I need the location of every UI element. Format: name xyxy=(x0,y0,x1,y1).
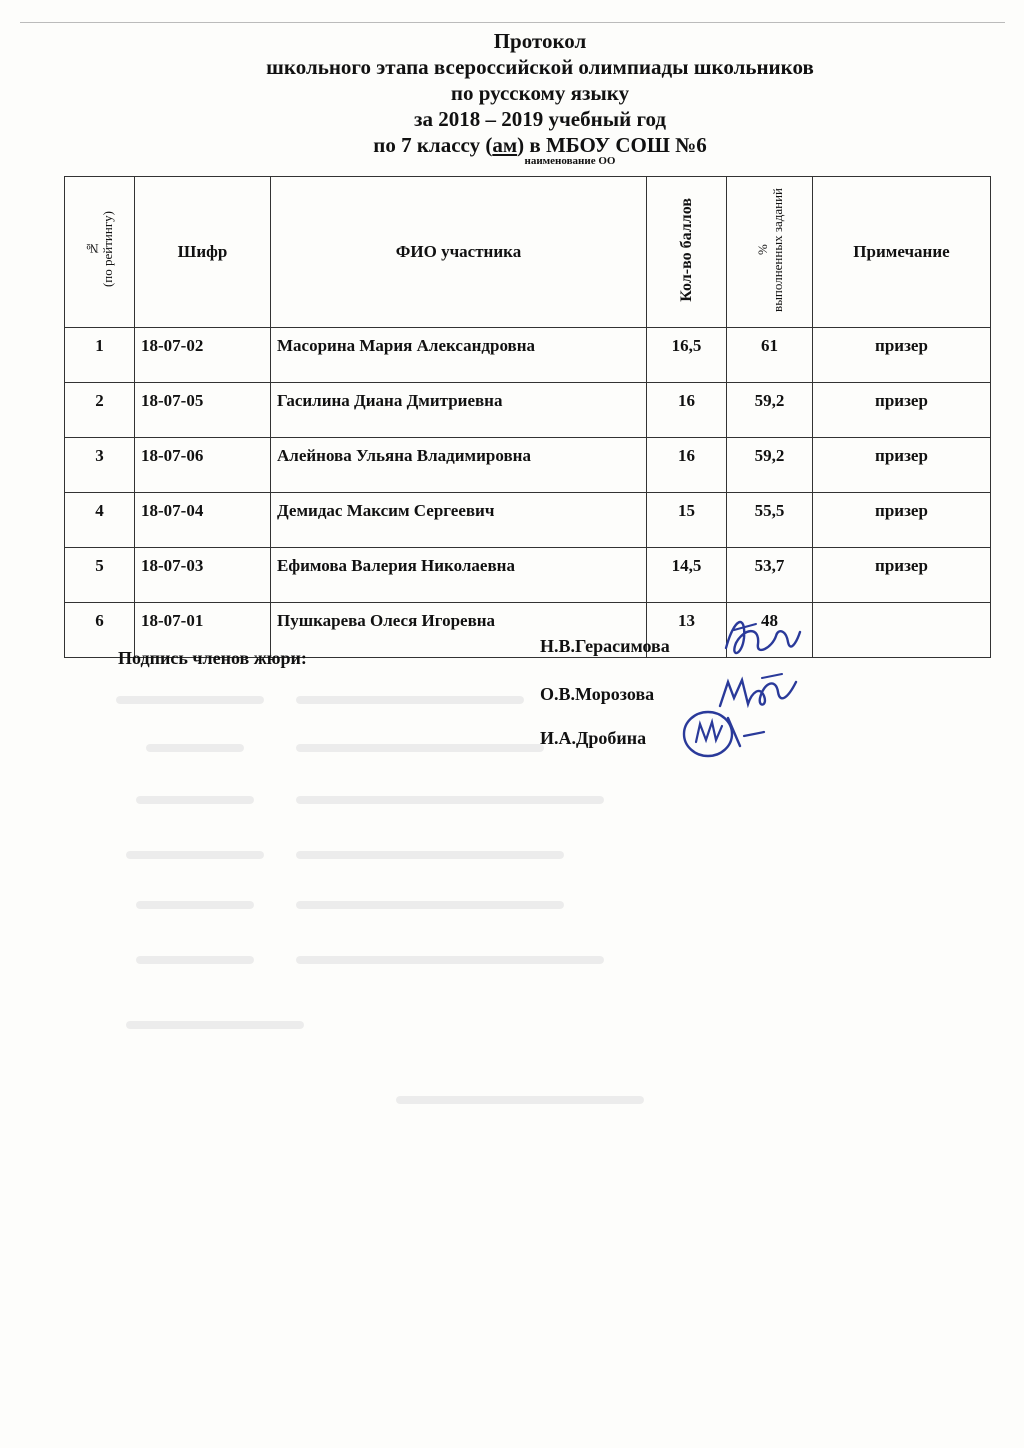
cell-rank: 6 xyxy=(65,603,135,658)
cell-rank: 3 xyxy=(65,438,135,493)
signature-mark-1 xyxy=(716,608,806,668)
cell-percent: 59,2 xyxy=(727,383,813,438)
table-row xyxy=(65,438,991,493)
header-name: ФИО участника xyxy=(271,177,647,328)
header-note: Примечание xyxy=(813,177,991,328)
cell-percent: 48 xyxy=(727,603,813,658)
cell-score: 15 xyxy=(647,493,727,548)
table-row xyxy=(65,328,991,383)
cell-name: Алейнова Ульяна Владимировна xyxy=(271,438,647,493)
cell-name: Пушкарева Олеся Игоревна xyxy=(271,603,647,658)
cell-rank: 2 xyxy=(65,383,135,438)
cell-code: 18-07-05 xyxy=(135,383,271,438)
jury-member-name: Н.В.Герасимова xyxy=(540,636,670,656)
cell-name: Ефимова Валерия Николаевна xyxy=(271,548,647,603)
class-letters: ам xyxy=(492,133,518,157)
cell-code: 18-07-02 xyxy=(135,328,271,383)
document-header xyxy=(180,28,900,167)
header-rank: № (по рейтингу) xyxy=(65,177,135,328)
signature-mark-3 xyxy=(680,706,780,766)
header-score: Кол-во баллов xyxy=(647,177,727,328)
cell-score: 13 xyxy=(647,603,727,658)
table-header-row xyxy=(65,177,991,328)
header-percent: % выполненных заданий xyxy=(727,177,813,328)
table-row xyxy=(65,493,991,548)
cell-rank: 5 xyxy=(65,548,135,603)
table-row xyxy=(65,548,991,603)
cell-note: призер xyxy=(813,328,991,383)
cell-percent: 61 xyxy=(727,328,813,383)
cell-rank: 1 xyxy=(65,328,135,383)
jury-member-name: И.А.Дробина xyxy=(540,728,647,748)
cell-percent: 59,2 xyxy=(727,438,813,493)
header-code: Шифр xyxy=(135,177,271,328)
subtitle-stage: школьного этапа всероссийской олимпиады школьников xyxy=(266,55,814,79)
cell-code: 18-07-01 xyxy=(135,603,271,658)
results-table xyxy=(64,176,991,658)
cell-code: 18-07-04 xyxy=(135,493,271,548)
subtitle-year: за 2018 – 2019 учебный год xyxy=(414,107,666,131)
cell-score: 16,5 xyxy=(647,328,727,383)
cell-note: призер xyxy=(813,493,991,548)
cell-score: 14,5 xyxy=(647,548,727,603)
org-caption: наименование ОО xyxy=(524,155,616,167)
cell-score: 16 xyxy=(647,383,727,438)
subtitle-class: по 7 классу (ам) в МБОУ СОШ №6 xyxy=(373,133,707,157)
cell-code: 18-07-03 xyxy=(135,548,271,603)
table-row xyxy=(65,383,991,438)
cell-note xyxy=(813,603,991,658)
cell-note: призер xyxy=(813,438,991,493)
cell-code: 18-07-06 xyxy=(135,438,271,493)
cell-note: призер xyxy=(813,383,991,438)
jury-member-name: О.В.Морозова xyxy=(540,684,655,704)
cell-percent: 53,7 xyxy=(727,548,813,603)
jury-signature-label: Подпись членов жюри: xyxy=(118,648,307,668)
cell-name: Гасилина Диана Дмитриевна xyxy=(271,383,647,438)
cell-score: 16 xyxy=(647,438,727,493)
cell-name: Масорина Мария Александровна xyxy=(271,328,647,383)
cell-name: Демидас Максим Сергеевич xyxy=(271,493,647,548)
cell-note: призер xyxy=(813,548,991,603)
title: Протокол xyxy=(493,29,587,53)
cell-rank: 4 xyxy=(65,493,135,548)
subtitle-subject: по русскому языку xyxy=(450,81,630,105)
cell-percent: 55,5 xyxy=(727,493,813,548)
